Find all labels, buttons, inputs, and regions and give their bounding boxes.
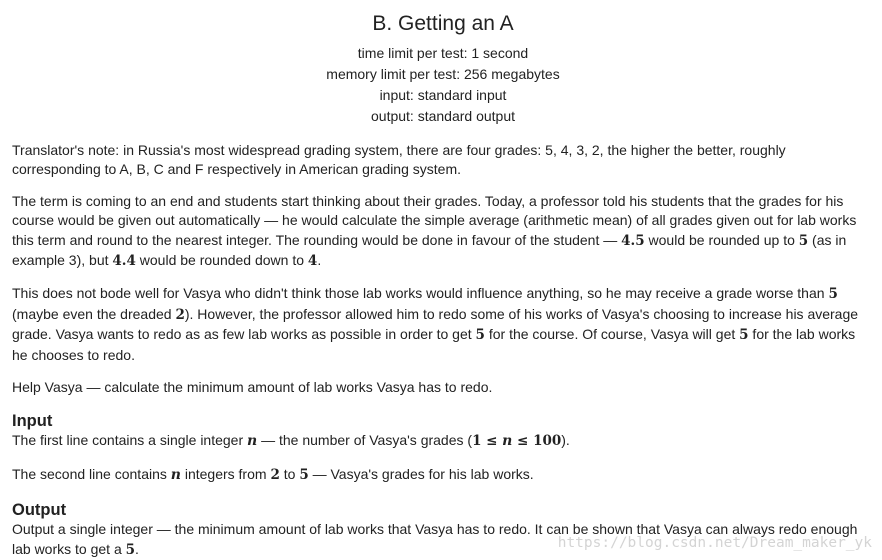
math-variable: n (247, 433, 258, 450)
text: ). However, the professor allowed him to redo some of his works of Vasya's choosing to increase his average grade. Vasya wants to redo as as few lab works as possible in order to get (12, 305, 859, 343)
math-value: 5 (798, 232, 809, 249)
problem-title: B. Getting an A (372, 12, 514, 35)
problem-header (12, 0, 874, 127)
text: would be rounded down to (135, 252, 308, 269)
text: . (317, 252, 322, 269)
math-value: 4.5 (621, 232, 645, 249)
output-section-title: Output (12, 501, 67, 520)
text: for the lab works he chooses to redo. (12, 326, 856, 363)
math-value: 4 (307, 253, 318, 270)
text: — Vasya's grades for his lab works. (308, 465, 534, 482)
statement-paragraph-3 (12, 284, 874, 365)
problem-limits (12, 43, 874, 127)
math-value: 1 ≤ (472, 433, 503, 450)
math-value: 2 (270, 466, 280, 483)
text: The second line contains (12, 465, 171, 482)
text: would be rounded up to (644, 231, 799, 248)
math-value: 5 (828, 286, 838, 303)
text: ). (561, 432, 570, 449)
statement-paragraph-4: Help Vasya — calculate the minimum amount of lab works Vasya has to redo. (12, 379, 493, 396)
text: for the course. Of course, Vasya will get (484, 326, 740, 343)
problem-page (12, 0, 874, 560)
math-variable: n (170, 466, 181, 483)
translator-note: Translator's note: in Russia's most widespread grading system, there are four grades: 5, 4, 3, 2, the higher the better, roughly corresponding to A, B, C and F respectively in American grading system. (12, 142, 786, 178)
memory-limit: memory limit per test: 256 megabytes (326, 66, 560, 82)
math-variable: n (502, 433, 513, 450)
math-value: 5 (125, 541, 136, 558)
watermark-url: https://blog.csdn.net/Dream_maker_yk (557, 535, 872, 551)
output-section (12, 500, 874, 560)
time-limit: time limit per test: 1 second (357, 45, 529, 61)
statement-paragraph-2 (12, 192, 874, 272)
input-section-title: Input (12, 412, 53, 431)
text: The first line contains a single integer (12, 432, 248, 449)
math-value: 5 (299, 466, 309, 483)
input-paragraph-2 (12, 465, 874, 485)
math-value: 5 (475, 327, 485, 344)
input-section (12, 411, 874, 485)
input-spec: input: standard input (379, 87, 507, 103)
text: The term is coming to an end and students start thinking about their grades. Today, a professor told his students that the grades for his course would be given out automatically — he would calculate the simple average (arithmetic mean) of all grades given out for lab works this term and round to the nearest integer. The rounding would be done in favour of the student — (12, 192, 857, 248)
text: integers from (180, 465, 271, 482)
math-value: 5 (739, 327, 749, 344)
text: This does not bode well for Vasya who didn't think those lab works would influence anything, so he may receive a grade worse than (12, 285, 829, 302)
math-value: ≤ 100 (512, 433, 562, 450)
text: (maybe even the dreaded (12, 305, 176, 322)
text: — the number of Vasya's grades ( (257, 432, 473, 449)
text: to (279, 465, 300, 482)
text: . (135, 540, 139, 557)
math-value: 2 (175, 306, 185, 323)
output-spec: output: standard output (371, 108, 515, 124)
input-paragraph-1 (12, 431, 874, 451)
problem-statement (12, 141, 874, 397)
text: Output a single integer — the minimum amount of lab works that Vasya has to redo. It can be shown that Vasya can always redo enough lab works to get a (12, 521, 858, 557)
text: (as in example 3), but (12, 231, 847, 269)
math-value: 4.4 (112, 253, 136, 270)
